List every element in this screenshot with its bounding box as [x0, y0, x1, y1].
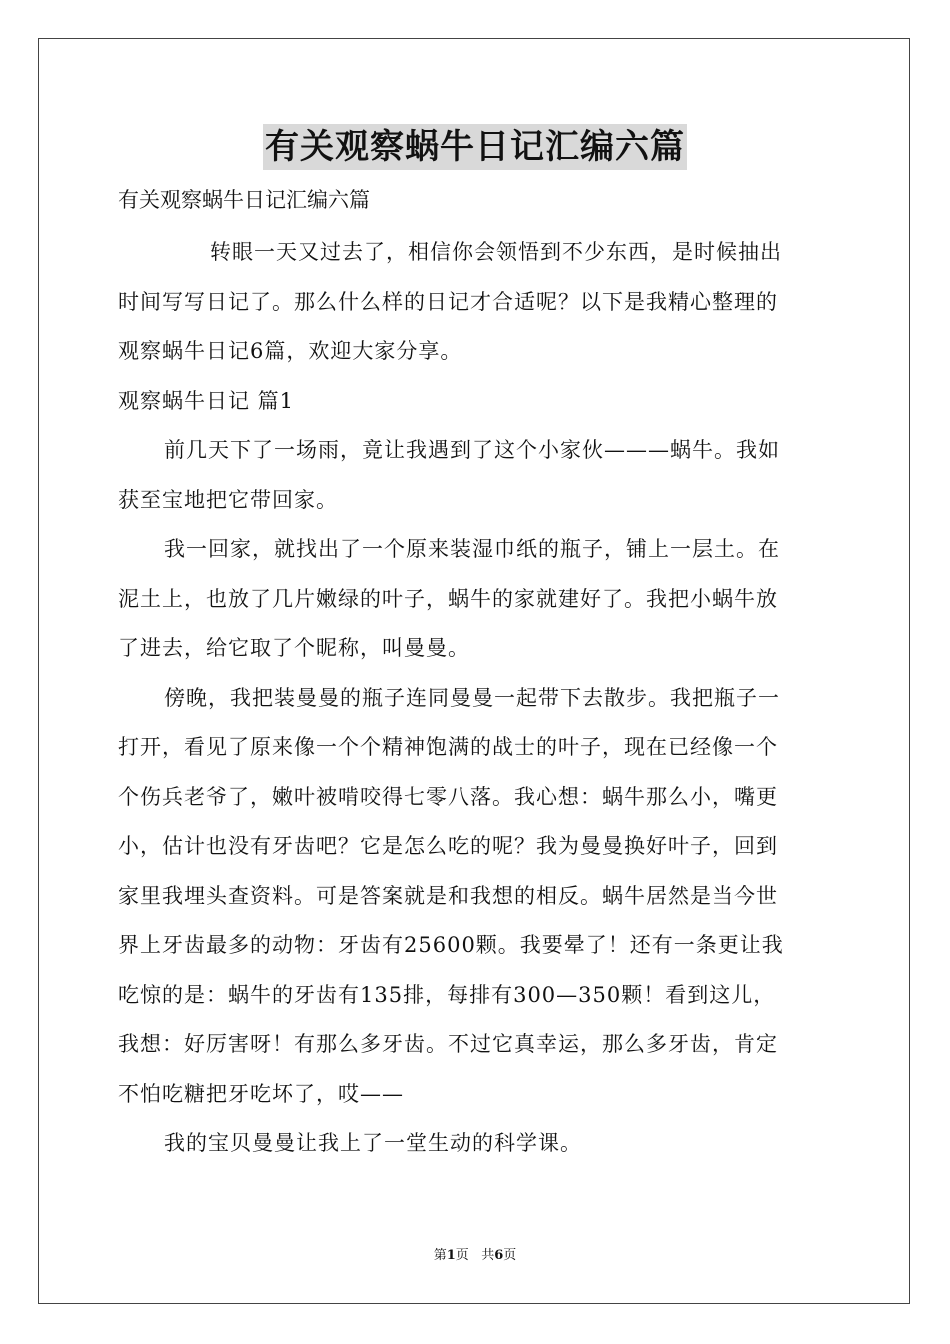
intro-line: 观察蜗牛日记6篇，欢迎大家分享。 [118, 339, 463, 363]
paragraph [118, 674, 834, 1120]
page-number: 1 [446, 1248, 456, 1263]
title-wrapper [0, 124, 950, 170]
paragraph-line: 泥土上，也放了几片嫩绿的叶子，蜗牛的家就建好了。我把小蜗牛放 [118, 586, 778, 611]
paragraph-line: 个伤兵老爷了，嫩叶被啃咬得七零八落。我心想：蜗牛那么小，嘴更 [118, 784, 778, 809]
paragraph-line: 家里我埋头查资料。可是答案就是和我想的相反。蜗牛居然是当今世 [118, 883, 778, 908]
paragraph-line: 我一回家，就找出了一个原来装湿巾纸的瓶子，铺上一层土。在 [164, 537, 780, 561]
paragraph-line: 打开，看见了原来像一个个精神饱满的战士的叶子，现在已经像一个 [118, 735, 778, 759]
paragraph [118, 1119, 834, 1169]
paragraph-line: 傍晚，我把装曼曼的瓶子连同曼曼一起带下去散步。我把瓶子一 [164, 685, 780, 710]
intro-paragraph [118, 228, 834, 377]
paragraph-line: 了进去，给它取了个昵称，叫曼曼。 [118, 636, 470, 660]
section-heading: 观察蜗牛日记 篇1 [118, 388, 295, 413]
page-prefix: 第 [433, 1248, 447, 1263]
document-body [118, 178, 834, 1169]
page-footer [0, 1247, 950, 1265]
paragraph-line: 我想：好厉害呀！有那么多牙齿。不过它真幸运，那么多牙齿，肯定 [118, 1032, 778, 1056]
total-prefix: 共 [481, 1248, 495, 1263]
page-suffix: 页 [455, 1248, 469, 1263]
paragraph-line: 吃惊的是：蜗牛的牙齿有135排，每排有300—350颗！看到这儿， [118, 982, 776, 1007]
total-pages: 6 [494, 1248, 504, 1263]
paragraph [118, 426, 834, 525]
document-subtitle: 有关观察蜗牛日记汇编六篇 [118, 188, 370, 212]
intro-line: 转眼一天又过去了，相信你会领悟到不少东西，是时候抽出 [210, 240, 782, 264]
total-suffix: 页 [503, 1248, 517, 1263]
paragraph-line: 获至宝地把它带回家。 [118, 487, 338, 512]
intro-line: 时间写写日记了。那么什么样的日记才合适呢？以下是我精心整理的 [118, 289, 778, 314]
paragraph-line: 界上牙齿最多的动物：牙齿有25600颗。我要晕了！还有一条更让我 [118, 933, 784, 957]
document-title: 有关观察蜗牛日记汇编六篇 [263, 124, 687, 170]
paragraph [118, 525, 834, 674]
paragraph-line: 我的宝贝曼曼让我上了一堂生动的科学课。 [164, 1131, 582, 1155]
paragraph-line: 不怕吃糖把牙吃坏了，哎—— [118, 1081, 404, 1106]
paragraph-line: 前几天下了一场雨，竟让我遇到了这个小家伙———蜗牛。我如 [164, 438, 780, 462]
paragraph-line: 小，估计也没有牙齿吧？它是怎么吃的呢？我为曼曼换好叶子，回到 [118, 834, 778, 858]
